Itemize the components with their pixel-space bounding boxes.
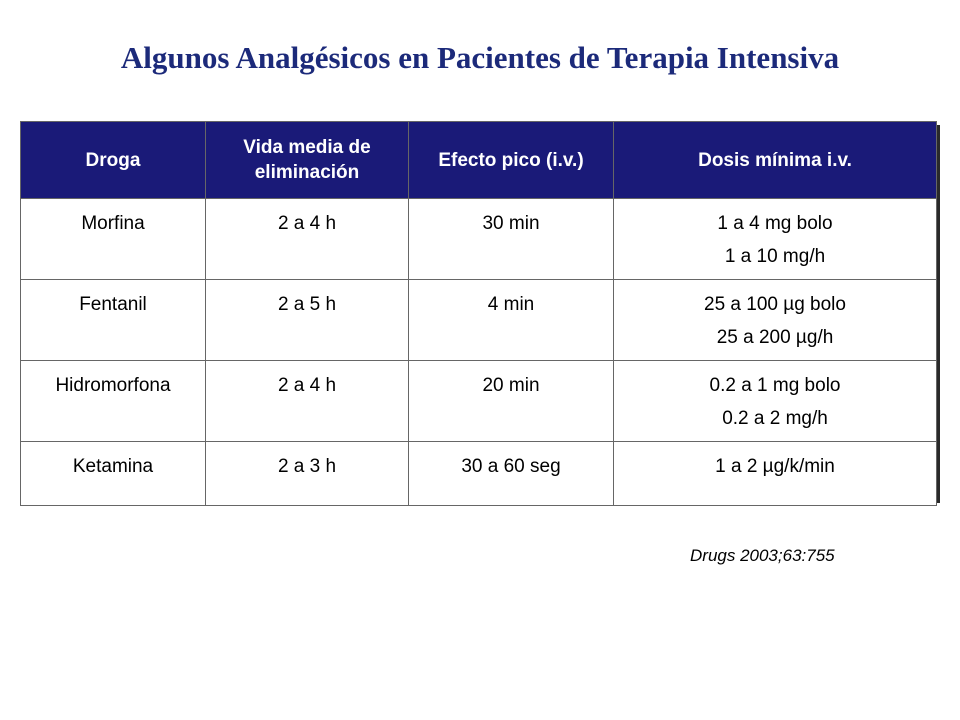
cell-efecto-pico: 30 min xyxy=(409,199,614,280)
cell-droga: Fentanil xyxy=(21,280,206,361)
dosis-line: 0.2 a 1 mg bolo xyxy=(709,375,841,396)
cell-droga: Hidromorfona xyxy=(21,361,206,442)
dosis-line: 1 a 10 mg/h xyxy=(724,246,826,267)
dosis-line: 25 a 200 µg/h xyxy=(716,327,834,348)
cell-dosis xyxy=(614,361,937,442)
cell-droga: Ketamina xyxy=(21,442,206,506)
cell-vida-media: 2 a 3 h xyxy=(206,442,409,506)
source-citation: Drugs 2003;63:755 xyxy=(690,546,835,565)
cell-dosis xyxy=(614,280,937,361)
slide-title: Algunos Analgésicos en Pacientes de Terapia Intensiva xyxy=(120,40,840,75)
header-dosis: Dosis mínima i.v. xyxy=(614,122,937,199)
dosis-line: 1 a 4 mg bolo xyxy=(717,213,833,234)
dosis-line: 25 a 100 µg bolo xyxy=(704,294,846,315)
cell-dosis xyxy=(614,199,937,280)
table-row xyxy=(21,280,937,361)
cell-droga: Morfina xyxy=(21,199,206,280)
analgesics-table xyxy=(20,121,937,506)
cell-vida-media: 2 a 5 h xyxy=(206,280,409,361)
dosis-line: 1 a 2 µg/k/min xyxy=(715,456,835,477)
cell-vida-media: 2 a 4 h xyxy=(206,361,409,442)
cell-efecto-pico: 4 min xyxy=(409,280,614,361)
cell-efecto-pico: 20 min xyxy=(409,361,614,442)
cell-vida-media: 2 a 4 h xyxy=(206,199,409,280)
table-row xyxy=(21,442,937,506)
header-droga: Droga xyxy=(21,122,206,199)
table-row xyxy=(21,199,937,280)
cell-dosis xyxy=(614,442,937,506)
header-efecto-pico: Efecto pico (i.v.) xyxy=(409,122,614,199)
dosis-line: 0.2 a 2 mg/h xyxy=(722,408,828,429)
table-container xyxy=(24,125,940,503)
cell-efecto-pico: 30 a 60 seg xyxy=(409,442,614,506)
table-row xyxy=(21,361,937,442)
header-vida-media: Vida media de eliminación xyxy=(206,122,409,199)
table-header-row xyxy=(21,122,937,199)
